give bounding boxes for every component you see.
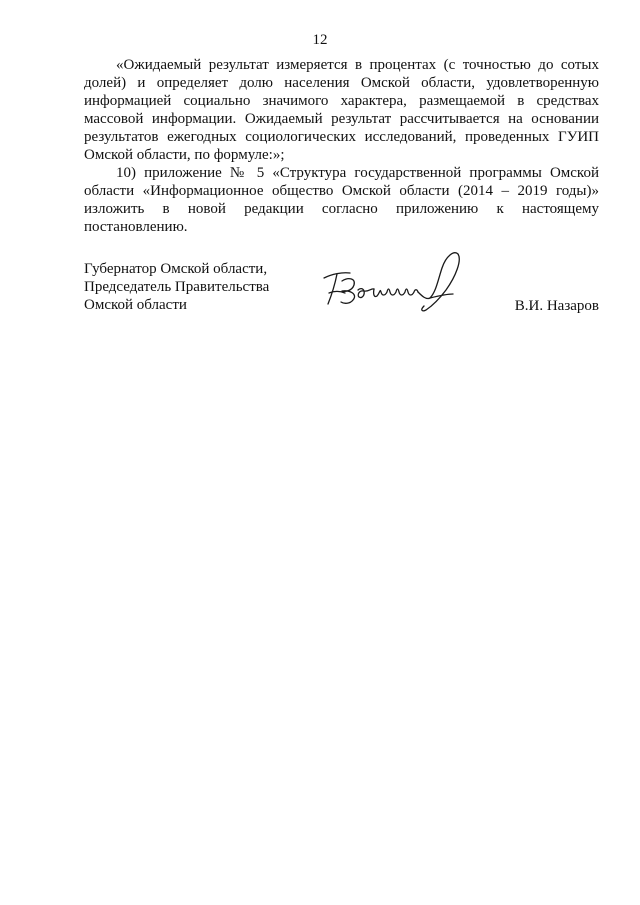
signer-position-line-3: Омской области	[84, 297, 187, 313]
signer-position-line-2: Председатель Правительства	[84, 279, 270, 295]
page-number: 12	[312, 32, 328, 48]
paragraph-expected-result: «Ожидаемый результат измеряется в процентах (с точностью до сотых долей) и определяет долю населения Омской области, удовлетворенную информацией социально значимого характера, размещаемой в средствах массовой информации. Ожидаемый результат рассчитывается на основании результатов ежегодных социологических исследований, проведенных ГУИП Омской области, по формуле:»;	[84, 57, 599, 163]
document-body	[84, 56, 599, 236]
signer-position-line-1: Губернатор Омской области,	[84, 261, 268, 277]
handwritten-signature	[320, 244, 480, 324]
signature-block	[84, 260, 599, 330]
signer-position	[84, 260, 269, 314]
signer-name: В.И. Назаров	[514, 298, 599, 314]
paragraph-appendix-5: 10) приложение № 5 «Структура государственной программы Омской области «Информационное общество Омской области (2014 – 2019 годы)» изложить в новой редакции согласно приложению к настоящему постановлению.	[84, 165, 599, 235]
